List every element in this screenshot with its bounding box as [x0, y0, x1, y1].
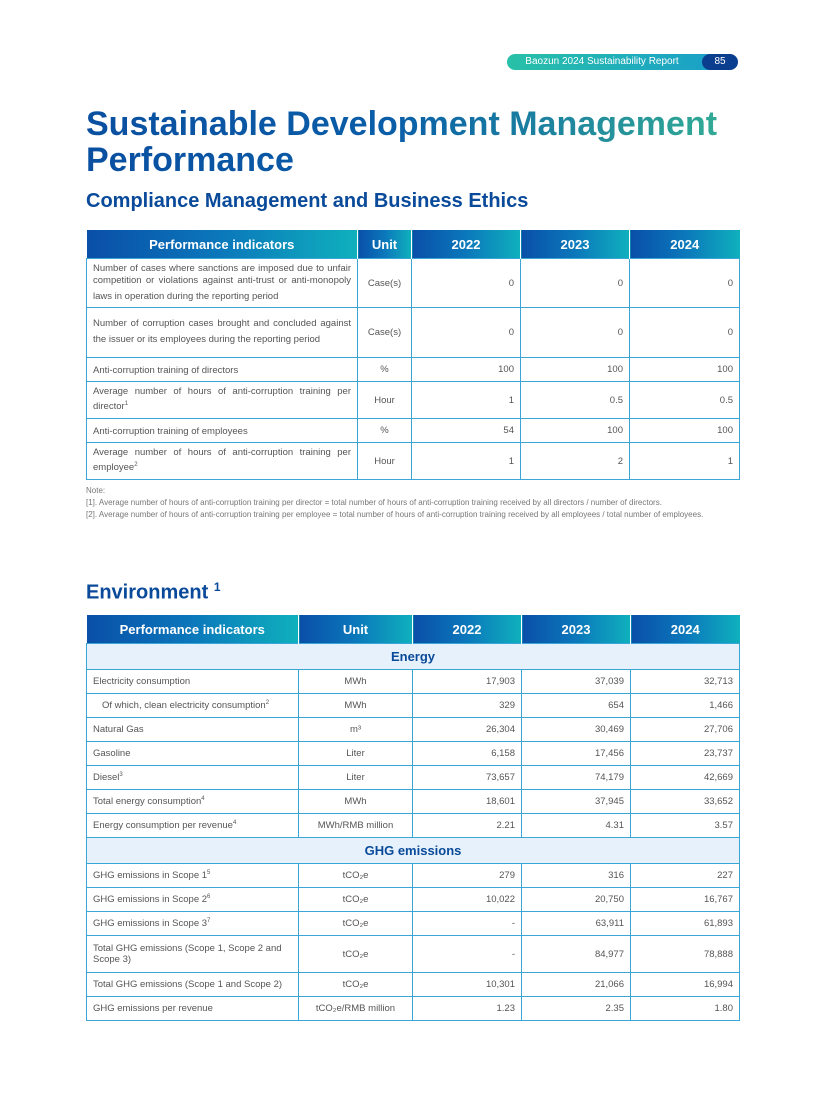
value-cell-2024: 42,669	[631, 766, 740, 790]
indicator-label: Total GHG emissions (Scope 1, Scope 2 and Scope 3)	[93, 942, 282, 966]
value-cell-2024: 32,713	[631, 670, 740, 694]
indicator-cell	[87, 382, 358, 419]
value-cell-2024: 100	[630, 419, 740, 443]
footnote-marker: 3	[119, 771, 123, 778]
value-cell-2023: 654	[522, 694, 631, 718]
value-cell-2022: -	[413, 912, 522, 936]
indicator-label: GHG emissions in Scope 3	[93, 918, 208, 930]
compliance-table	[86, 230, 740, 480]
value-cell-2023: 100	[521, 419, 630, 443]
table-row	[87, 888, 740, 912]
indicator-label: Number of cases where sanctions are imposed due to unfair competition or violations against anti-trust or anti-monopoly laws in operation during the reporting period	[93, 262, 351, 302]
value-cell-2023: 0	[521, 259, 630, 308]
column-header: 2022	[413, 615, 522, 644]
column-header: 2024	[630, 230, 740, 259]
table-row	[87, 766, 740, 790]
value-cell-2024: 100	[630, 358, 740, 382]
value-cell-2023: 2.35	[522, 997, 631, 1021]
unit-cell: %	[358, 419, 412, 443]
indicator-cell	[87, 308, 358, 358]
value-cell-2024: 16,767	[631, 888, 740, 912]
indicator-cell	[87, 936, 299, 973]
value-cell-2022: 1	[412, 382, 521, 419]
value-cell-2022: 2.21	[413, 814, 522, 838]
table-row	[87, 694, 740, 718]
environment-heading-footnote: 1	[213, 580, 221, 594]
indicator-label: Total energy consumption	[93, 796, 202, 808]
value-cell-2022: 0	[412, 308, 521, 358]
indicator-label: Of which, clean electricity consumption	[102, 700, 266, 712]
section-heading-environment	[86, 580, 221, 605]
value-cell-2024: 1,466	[631, 694, 740, 718]
table-row	[87, 670, 740, 694]
indicator-label: Electricity consumption	[93, 676, 191, 688]
table-row	[87, 259, 740, 308]
indicator-label: Anti-corruption training of employees	[93, 425, 248, 437]
column-header: 2023	[522, 615, 631, 644]
unit-cell: MWh	[299, 670, 413, 694]
column-header: Unit	[299, 615, 413, 644]
value-cell-2022: 54	[412, 419, 521, 443]
indicator-cell	[87, 814, 299, 838]
value-cell-2024: 61,893	[631, 912, 740, 936]
unit-cell: MWh	[299, 790, 413, 814]
table-row	[87, 419, 740, 443]
value-cell-2024: 1	[630, 443, 740, 480]
value-cell-2024: 0.5	[630, 382, 740, 419]
indicator-label: Energy consumption per revenue	[93, 820, 233, 832]
value-cell-2022: 279	[413, 864, 522, 888]
table-row	[87, 718, 740, 742]
value-cell-2022: 18,601	[413, 790, 522, 814]
value-cell-2024: 16,994	[631, 973, 740, 997]
table-row	[87, 912, 740, 936]
value-cell-2023: 74,179	[522, 766, 631, 790]
table-header-row	[87, 615, 740, 644]
indicator-cell	[87, 670, 299, 694]
unit-cell: MWh	[299, 694, 413, 718]
value-cell-2022: 73,657	[413, 766, 522, 790]
column-header: 2024	[631, 615, 740, 644]
column-header: Unit	[358, 230, 412, 259]
indicator-cell	[87, 419, 358, 443]
value-cell-2022: -	[413, 936, 522, 973]
indicator-label: Average number of hours of anti-corruption training per employee	[93, 446, 351, 474]
footnote-marker: 1	[124, 401, 129, 408]
indicator-cell	[87, 997, 299, 1021]
unit-cell: %	[358, 358, 412, 382]
value-cell-2024: 3.57	[631, 814, 740, 838]
section-row	[87, 838, 740, 864]
indicator-label: Anti-corruption training of directors	[93, 364, 239, 376]
value-cell-2024: 227	[631, 864, 740, 888]
value-cell-2022: 17,903	[413, 670, 522, 694]
value-cell-2023: 2	[521, 443, 630, 480]
indicator-cell	[87, 973, 299, 997]
section-row	[87, 644, 740, 670]
value-cell-2022: 1	[412, 443, 521, 480]
indicator-label: Natural Gas	[93, 724, 144, 736]
table-row	[87, 790, 740, 814]
value-cell-2022: 100	[412, 358, 521, 382]
value-cell-2023: 37,039	[522, 670, 631, 694]
footnote-marker: 7	[207, 917, 211, 924]
indicator-cell	[87, 694, 299, 718]
value-cell-2024: 1.80	[631, 997, 740, 1021]
table-row	[87, 973, 740, 997]
unit-cell: tCO₂e	[299, 912, 413, 936]
value-cell-2023: 20,750	[522, 888, 631, 912]
unit-cell: Hour	[358, 382, 412, 419]
report-title: Baozun 2024 Sustainability Report	[525, 56, 679, 67]
table-row	[87, 443, 740, 480]
unit-cell: MWh/RMB million	[299, 814, 413, 838]
value-cell-2022: 10,301	[413, 973, 522, 997]
indicator-label: GHG emissions per revenue	[93, 1003, 213, 1015]
indicator-cell	[87, 718, 299, 742]
value-cell-2022: 10,022	[413, 888, 522, 912]
table-row	[87, 864, 740, 888]
indicator-cell	[87, 888, 299, 912]
table-row	[87, 997, 740, 1021]
footnote-marker: 2	[134, 462, 138, 469]
section-heading-compliance: Compliance Management and Business Ethics	[86, 190, 529, 212]
compliance-notes	[86, 485, 739, 521]
value-cell-2024: 23,737	[631, 742, 740, 766]
table-row	[87, 742, 740, 766]
table-header-row	[87, 230, 740, 259]
unit-cell: Case(s)	[358, 259, 412, 308]
indicator-label: GHG emissions in Scope 1	[93, 870, 208, 882]
table-row	[87, 358, 740, 382]
unit-cell: m³	[299, 718, 413, 742]
value-cell-2023: 30,469	[522, 718, 631, 742]
value-cell-2024: 0	[630, 259, 740, 308]
indicator-label: Total GHG emissions (Scope 1 and Scope 2)	[93, 979, 283, 991]
page-title: Sustainable Development Management Performance	[86, 106, 766, 178]
note-line: [1]. Average number of hours of anti-corruption training per director = total number of hours of anti-corruption training received by all directors / number of directors.	[86, 498, 662, 507]
value-cell-2023: 84,977	[522, 936, 631, 973]
indicator-cell	[87, 259, 358, 308]
footnote-marker: 5	[207, 869, 211, 876]
value-cell-2023: 316	[522, 864, 631, 888]
value-cell-2024: 33,652	[631, 790, 740, 814]
value-cell-2022: 26,304	[413, 718, 522, 742]
page-number: 85	[702, 54, 738, 70]
unit-cell: tCO₂e	[299, 936, 413, 973]
unit-cell: tCO₂e	[299, 864, 413, 888]
table-row	[87, 936, 740, 973]
column-header: 2023	[521, 230, 630, 259]
indicator-cell	[87, 443, 358, 480]
table-row	[87, 814, 740, 838]
footnote-marker: 6	[207, 893, 211, 900]
indicator-label: Average number of hours of anti-corruption training per director	[93, 385, 351, 413]
unit-cell: Liter	[299, 742, 413, 766]
footnote-marker: 2	[265, 699, 270, 706]
unit-cell: tCO₂e	[299, 973, 413, 997]
value-cell-2023: 4.31	[522, 814, 631, 838]
note-line: [2]. Average number of hours of anti-corruption training per employee = total number of hours of anti-corruption training received by all employees / total number of employees.	[86, 510, 704, 519]
indicator-label: Number of corruption cases brought and concluded against the issuer or its employees during the reporting period	[93, 318, 351, 346]
value-cell-2022: 1.23	[413, 997, 522, 1021]
indicator-cell	[87, 742, 299, 766]
column-header: 2022	[412, 230, 521, 259]
value-cell-2023: 100	[521, 358, 630, 382]
unit-cell: Case(s)	[358, 308, 412, 358]
indicator-cell	[87, 766, 299, 790]
table-row	[87, 308, 740, 358]
value-cell-2024: 27,706	[631, 718, 740, 742]
page-header	[507, 54, 738, 70]
column-header: Performance indicators	[87, 615, 299, 644]
indicator-cell	[87, 790, 299, 814]
footnote-marker: 4	[201, 795, 205, 802]
indicator-label: GHG emissions in Scope 2	[93, 894, 208, 906]
value-cell-2023: 0.5	[521, 382, 630, 419]
unit-cell: Hour	[358, 443, 412, 480]
value-cell-2023: 17,456	[522, 742, 631, 766]
footnote-marker: 4	[232, 819, 237, 826]
environment-table	[86, 615, 740, 1021]
section-label-energy: Energy	[87, 644, 740, 670]
report-title-pill	[507, 54, 717, 70]
column-header: Performance indicators	[87, 230, 358, 259]
indicator-cell	[87, 864, 299, 888]
table-row	[87, 382, 740, 419]
indicator-cell	[87, 358, 358, 382]
indicator-label: Gasoline	[93, 748, 131, 760]
value-cell-2023: 37,945	[522, 790, 631, 814]
note-line: Note:	[86, 486, 106, 495]
value-cell-2023: 21,066	[522, 973, 631, 997]
section-label-ghg: GHG emissions	[87, 838, 740, 864]
value-cell-2022: 0	[412, 259, 521, 308]
value-cell-2022: 329	[413, 694, 522, 718]
environment-heading-text: Environment	[86, 581, 209, 604]
unit-cell: Liter	[299, 766, 413, 790]
value-cell-2024: 78,888	[631, 936, 740, 973]
value-cell-2023: 0	[521, 308, 630, 358]
indicator-label: Diesel	[93, 772, 120, 784]
value-cell-2022: 6,158	[413, 742, 522, 766]
value-cell-2023: 63,911	[522, 912, 631, 936]
unit-cell: tCO₂e/RMB million	[299, 997, 413, 1021]
indicator-cell	[87, 912, 299, 936]
value-cell-2024: 0	[630, 308, 740, 358]
unit-cell: tCO₂e	[299, 888, 413, 912]
